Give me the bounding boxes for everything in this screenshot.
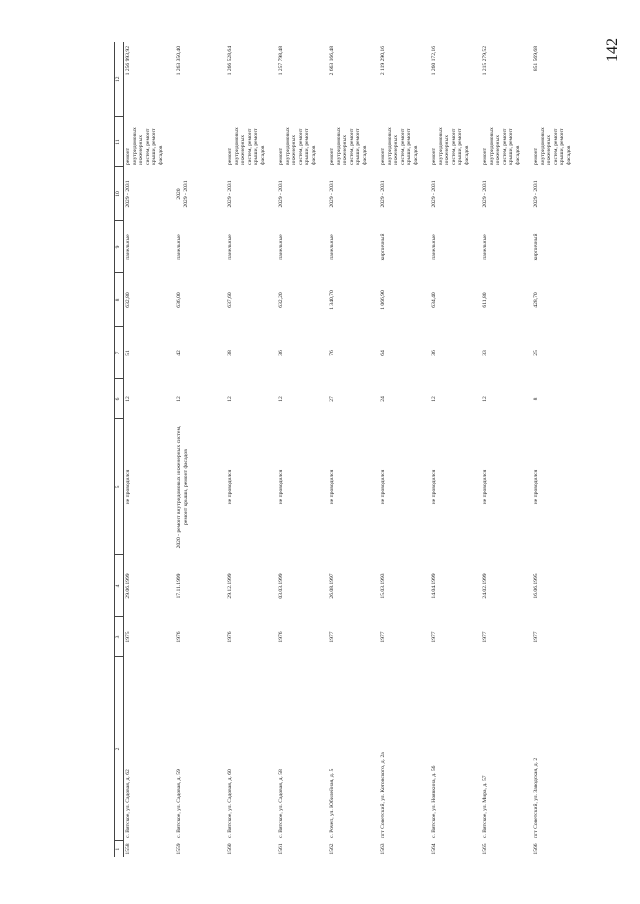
row-number: 1559 bbox=[176, 843, 182, 855]
col7-cell: 25 bbox=[533, 350, 539, 356]
row-number: 1558 bbox=[125, 843, 131, 855]
completed-work-cell: не проводился bbox=[329, 469, 335, 505]
year-built-cell: 1975 bbox=[125, 631, 131, 643]
year-built-cell: 1977 bbox=[329, 631, 335, 643]
address-cell: с. Вятское, ул. Садовая, д. 62 bbox=[125, 769, 131, 838]
area-cell: 632,20 bbox=[278, 292, 284, 308]
col7-cell: 76 bbox=[329, 350, 335, 356]
date-cell: 16.06.1995 bbox=[533, 573, 539, 599]
completed-work-cell: не проводился bbox=[278, 469, 284, 505]
column-number: 3 bbox=[115, 617, 124, 657]
row-number: 1566 bbox=[533, 843, 539, 855]
area-cell: 1 340,70 bbox=[329, 290, 335, 310]
row-number: 1562 bbox=[329, 843, 335, 855]
planned-period-cell bbox=[379, 167, 430, 221]
planned-period: 2029 - 2031 bbox=[125, 180, 131, 208]
planned-period: 2029 - 2031 bbox=[329, 180, 335, 208]
planned-period-cell bbox=[226, 167, 277, 221]
wall-material-cell: панельные bbox=[431, 234, 437, 260]
year-built-cell: 1977 bbox=[533, 631, 539, 643]
table-row bbox=[328, 42, 379, 857]
table-row bbox=[226, 42, 277, 857]
cost-cell: 1 266 528,64 bbox=[227, 46, 233, 76]
repair-types-cell: ремонт внутридомовых инженерных систем, ремонт крыши, ремонт фасадов bbox=[125, 127, 164, 165]
cost-cell: 1 263 350,40 bbox=[176, 46, 182, 76]
row-number: 1564 bbox=[431, 843, 437, 855]
table-row bbox=[481, 42, 532, 857]
column-number: 5 bbox=[115, 419, 124, 555]
address-cell: с. Вятское, ул. Садовая, д. 58 bbox=[278, 769, 284, 838]
column-number: 11 bbox=[115, 117, 124, 167]
table-body bbox=[115, 42, 584, 857]
completed-work-cell: не проводился bbox=[125, 469, 131, 505]
planned-period-cell bbox=[124, 167, 176, 221]
wall-material-cell: панельные bbox=[125, 234, 131, 260]
completed-work-cell: не проводился bbox=[227, 469, 233, 505]
column-number: 9 bbox=[115, 221, 124, 273]
register-table bbox=[114, 42, 583, 857]
date-cell: 29.12.1999 bbox=[227, 573, 233, 599]
planned-period-cell bbox=[430, 167, 481, 221]
repair-types-cell: ремонт внутридомовых инженерных систем, ремонт крыши, ремонт фасадов bbox=[227, 127, 266, 165]
column-number: 10 bbox=[115, 167, 124, 221]
cost-cell: 1 215 279,52 bbox=[482, 46, 488, 76]
column-number: 8 bbox=[115, 273, 124, 327]
col6-cell: 12 bbox=[227, 396, 233, 402]
address-cell: с. Вятское, ул. Ноявкина, д. 56 bbox=[431, 765, 437, 838]
column-number: 7 bbox=[115, 327, 124, 379]
col6-cell: 12 bbox=[278, 396, 284, 402]
table-row bbox=[379, 42, 430, 857]
completed-work-cell: не проводился bbox=[533, 469, 539, 505]
completed-work-cell: не проводился bbox=[380, 469, 386, 505]
repair-types-cell: ремонт внутридомовых инженерных систем, ремонт крыши, ремонт фасадов bbox=[380, 127, 419, 165]
column-number: 6 bbox=[115, 379, 124, 419]
planned-period: 2029 - 2031 bbox=[380, 180, 386, 208]
completed-work-cell: не проводился bbox=[431, 469, 437, 505]
planned-period: 2029 - 2031 bbox=[182, 180, 189, 208]
date-cell: 14.04.1999 bbox=[431, 573, 437, 599]
date-cell: 15.03.1993 bbox=[380, 573, 386, 599]
col6-cell: 24 bbox=[380, 396, 386, 402]
col6-cell: 12 bbox=[176, 396, 182, 402]
table-row bbox=[175, 42, 226, 857]
address-cell: с. Вятское, ул. Мира, д. 57 bbox=[482, 775, 488, 838]
planned-period-cell bbox=[175, 167, 226, 221]
address-cell: с. Вятское, ул. Садовая, д. 59 bbox=[176, 769, 182, 838]
planned-period: 2029 - 2031 bbox=[227, 180, 233, 208]
date-cell: 24.02.1999 bbox=[482, 573, 488, 599]
area-cell: 632,80 bbox=[125, 292, 131, 308]
row-number: 1565 bbox=[482, 843, 488, 855]
column-number: 1 bbox=[115, 841, 124, 857]
col6-cell: 12 bbox=[125, 396, 131, 402]
date-cell: 29.06.1999 bbox=[125, 573, 131, 599]
row-number: 1561 bbox=[278, 843, 284, 855]
address-cell: пгт Советский, ул. Котовского, д. 2а bbox=[380, 752, 386, 838]
table-row bbox=[532, 42, 583, 857]
year-built-cell: 1977 bbox=[482, 631, 488, 643]
col7-cell: 36 bbox=[278, 350, 284, 356]
repair-types-cell: ремонт внутридомовых инженерных систем, ремонт крыши, ремонт фасадов bbox=[278, 127, 317, 165]
col6-cell: 12 bbox=[431, 396, 437, 402]
register-table-rotated bbox=[114, 42, 627, 857]
wall-material-cell: кирпичный bbox=[380, 233, 386, 261]
address-cell: с. Рочеп, ул. Юбилейная, д. 5 bbox=[329, 768, 335, 838]
area-cell: 634,40 bbox=[431, 292, 437, 308]
wall-material-cell: панельные bbox=[329, 234, 335, 260]
repair-types-cell: ремонт внутридомовых инженерных систем, ремонт крыши, ремонт фасадов bbox=[482, 127, 521, 165]
planned-period-cell bbox=[532, 167, 583, 221]
completed-work-cell: 2020 - ремонт внутридомовых инженерных систем, ремонт крыши, ремонт фасадов bbox=[176, 425, 189, 549]
planned-period-cell bbox=[481, 167, 532, 221]
address-cell: с. Вятское, ул. Садовая, д. 60 bbox=[227, 769, 233, 838]
table-row bbox=[430, 42, 481, 857]
planned-period: 2029 - 2031 bbox=[482, 180, 488, 208]
area-cell: 428,70 bbox=[533, 292, 539, 308]
row-number: 1560 bbox=[227, 843, 233, 855]
col6-cell: 8 bbox=[533, 397, 539, 401]
col6-cell: 12 bbox=[482, 396, 488, 402]
page-number: 142 bbox=[604, 38, 621, 62]
area-cell: 611,80 bbox=[482, 292, 488, 308]
col7-cell: 51 bbox=[125, 350, 131, 356]
date-cell: 26.08.1997 bbox=[329, 573, 335, 599]
cost-cell: 1 260 172,16 bbox=[431, 46, 437, 76]
row-number: 1563 bbox=[380, 843, 386, 855]
cost-cell: 851 569,68 bbox=[533, 46, 539, 72]
completed-work-cell: не проводился bbox=[482, 469, 488, 505]
col7-cell: 64 bbox=[380, 350, 386, 356]
year-built-cell: 1976 bbox=[227, 631, 233, 643]
cost-cell: 1 256 993,92 bbox=[125, 46, 131, 76]
date-cell: 17.11.1999 bbox=[176, 573, 182, 599]
table-row bbox=[124, 42, 176, 857]
col7-cell: 33 bbox=[482, 350, 488, 356]
column-number: 4 bbox=[115, 555, 124, 617]
wall-material-cell: панельные bbox=[176, 234, 182, 260]
planned-period-cell bbox=[277, 167, 328, 221]
column-number: 12 bbox=[115, 42, 124, 117]
col7-cell: 38 bbox=[227, 350, 233, 356]
area-cell: 636,00 bbox=[176, 292, 182, 308]
planned-period: 2020 bbox=[176, 188, 182, 200]
wall-material-cell: кирпичный bbox=[533, 233, 539, 261]
wall-material-cell: панельные bbox=[227, 234, 233, 260]
repair-types-cell: ремонт внутридомовых инженерных систем, ремонт крыши, ремонт фасадов bbox=[533, 127, 572, 165]
date-cell: 03.03.1999 bbox=[278, 573, 284, 599]
cost-cell: 1 257 798,48 bbox=[278, 46, 284, 76]
column-number: 2 bbox=[115, 657, 124, 841]
planned-period: 2029 - 2031 bbox=[533, 180, 539, 208]
year-built-cell: 1976 bbox=[278, 631, 284, 643]
cost-cell: 2 663 166,48 bbox=[329, 46, 335, 76]
year-built-cell: 1977 bbox=[431, 631, 437, 643]
cost-cell: 2 119 290,16 bbox=[380, 46, 386, 76]
year-built-cell: 1976 bbox=[176, 631, 182, 643]
year-built-cell: 1977 bbox=[380, 631, 386, 643]
table-row bbox=[277, 42, 328, 857]
planned-period-cell bbox=[328, 167, 379, 221]
planned-period: 2029 - 2031 bbox=[278, 180, 284, 208]
repair-types-cell: ремонт внутридомовых инженерных систем, ремонт крыши, ремонт фасадов bbox=[329, 127, 368, 165]
col7-cell: 42 bbox=[176, 350, 182, 356]
column-number-row bbox=[115, 42, 124, 857]
area-cell: 637,60 bbox=[227, 292, 233, 308]
col6-cell: 27 bbox=[329, 396, 335, 402]
wall-material-cell: панельные bbox=[278, 234, 284, 260]
area-cell: 1 066,90 bbox=[380, 290, 386, 310]
repair-types-cell: ремонт внутридомовых инженерных систем, ремонт крыши, ремонт фасадов bbox=[431, 127, 470, 165]
col7-cell: 36 bbox=[431, 350, 437, 356]
repair-types-cell bbox=[175, 117, 226, 167]
wall-material-cell: панельные bbox=[482, 234, 488, 260]
planned-period: 2029 - 2031 bbox=[431, 180, 437, 208]
address-cell: пгт Советский, ул. Заводская, д. 2 bbox=[533, 757, 539, 838]
